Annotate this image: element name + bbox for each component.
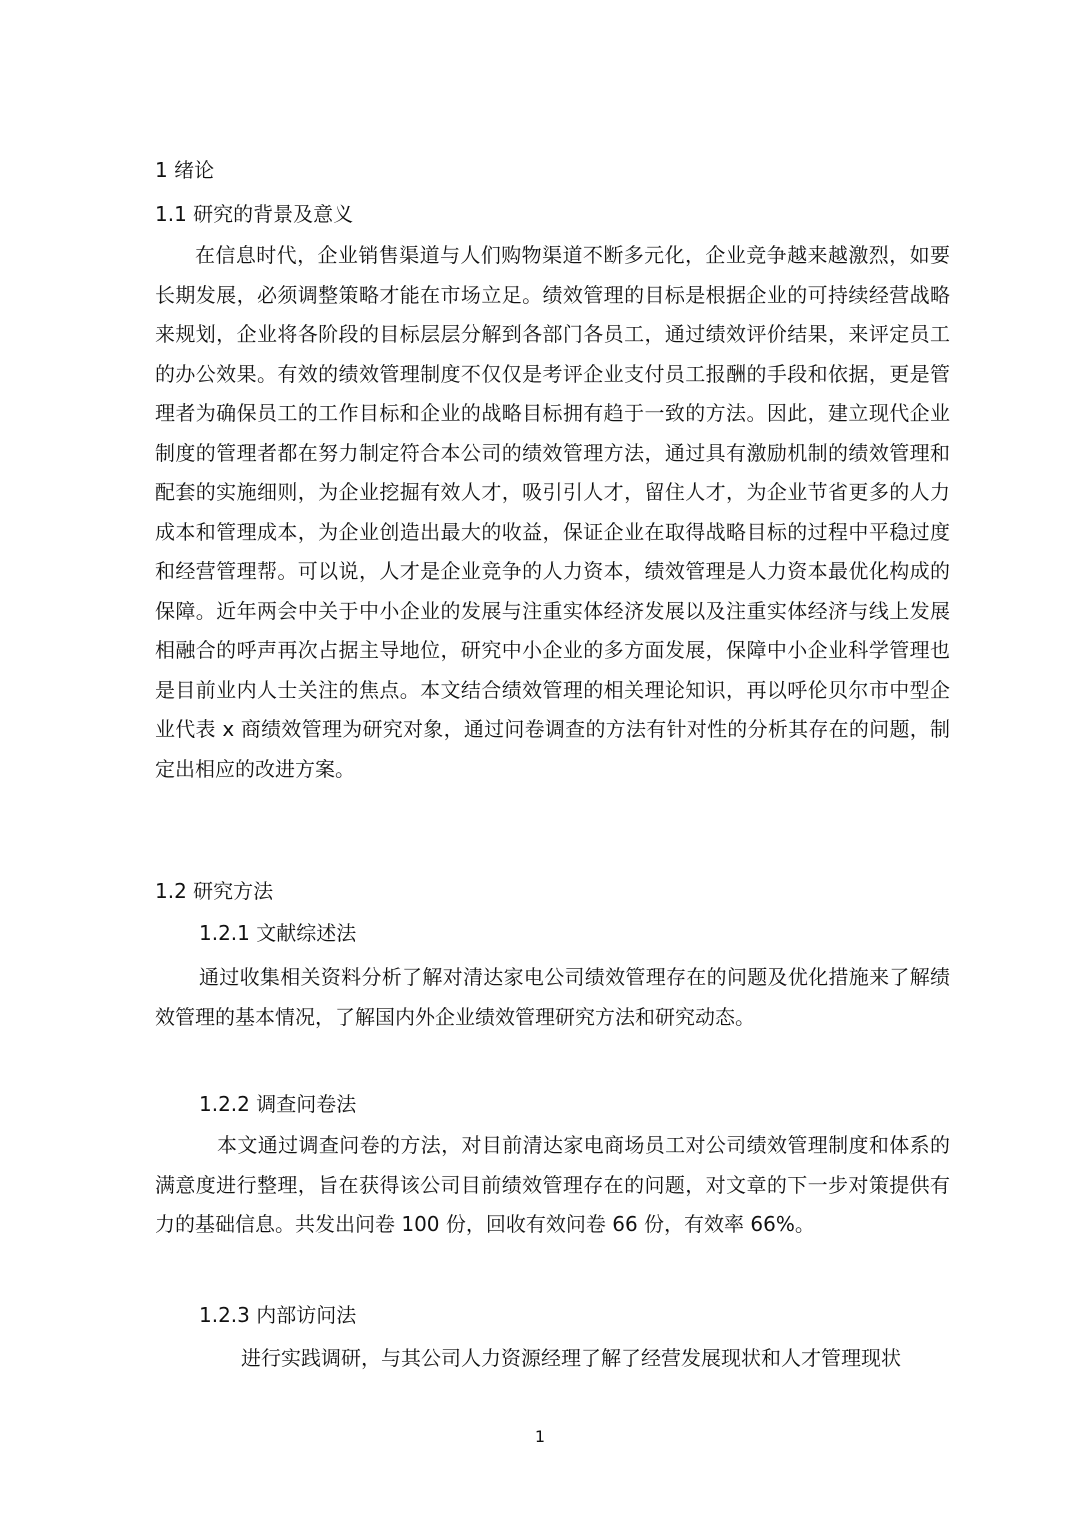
chapter-heading: 1 绪论 [155, 158, 215, 182]
paragraph-questionnaire: 本文通过调查问卷的方法，对目前清达家电商场员工对公司绩效管理制度和体系的满意度进行整理，旨在获得该公司目前绩效管理存在的问题，对文章的下一步对策提供有力的基础信息。共发出问卷 100 份，回收有效问卷 66 份，有效率 66%。 [155, 1133, 950, 1236]
section-heading-1-2: 1.2 研究方法 [155, 879, 274, 903]
section-heading-1-1: 1.1 研究的背景及意义 [155, 202, 354, 226]
page-number: 1 [534, 1427, 546, 1446]
paragraph-interview: 进行实践调研，与其公司人力资源经理了解了经营发展现状和人才管理现状 [241, 1346, 901, 1370]
paragraph-background: 在信息时代，企业销售渠道与人们购物渠道不断多元化，企业竞争越来越激烈，如要长期发展，必须调整策略才能在市场立足。绩效管理的目标是根据企业的可持续经营战略来规划，企业将各阶段的目标层层分解到各部门各员工，通过绩效评价结果，来评定员工的办公效果。有效的绩效管理制度不仅仅是考评企业支付员工报酬的手段和依据，更是管理者为确保员工的工作目标和企业的战略目标拥有趋于一致的方法。因此，建立现代企业制度的管理者都在努力制定符合本公司的绩效管理方法，通过具有激励机制的绩效管理和配套的实施细则，为企业挖掘有效人才，吸引引人才，留住人才，为企业节省更多的人力成本和管理成本，为企业创造出最大的收益，保证企业在取得战略目标的过程中平稳过度和经营管理帮。可以说，人才是企业竞争的人力资本，绩效管理是人力资本最优化构成的保障。近年两会中关于中小企业的发展与注重实体经济发展以及注重实体经济与线上发展相融合的呼声再次占据主导地位，研究中小企业的多方面发展，保障中小企业科学管理也是目前业内人士关注的焦点。本文结合绩效管理的相关理论知识，再以呼伦贝尔市中型企业代表 x 商绩效管理为研究对象，通过问卷调查的方法有针对性的分析其存在的问题，制定出相应的改进方案。 [155, 243, 950, 781]
subsection-heading-1-2-2: 1.2.2 调查问卷法 [199, 1092, 357, 1116]
subsection-heading-1-2-3: 1.2.3 内部访问法 [199, 1303, 357, 1327]
paragraph-literature-review: 通过收集相关资料分析了解对清达家电公司绩效管理存在的问题及优化措施来了解绩效管理的基本情况，了解国内外企业绩效管理研究方法和研究动态。 [155, 965, 950, 1029]
subsection-heading-1-2-1: 1.2.1 文献综述法 [199, 921, 357, 945]
